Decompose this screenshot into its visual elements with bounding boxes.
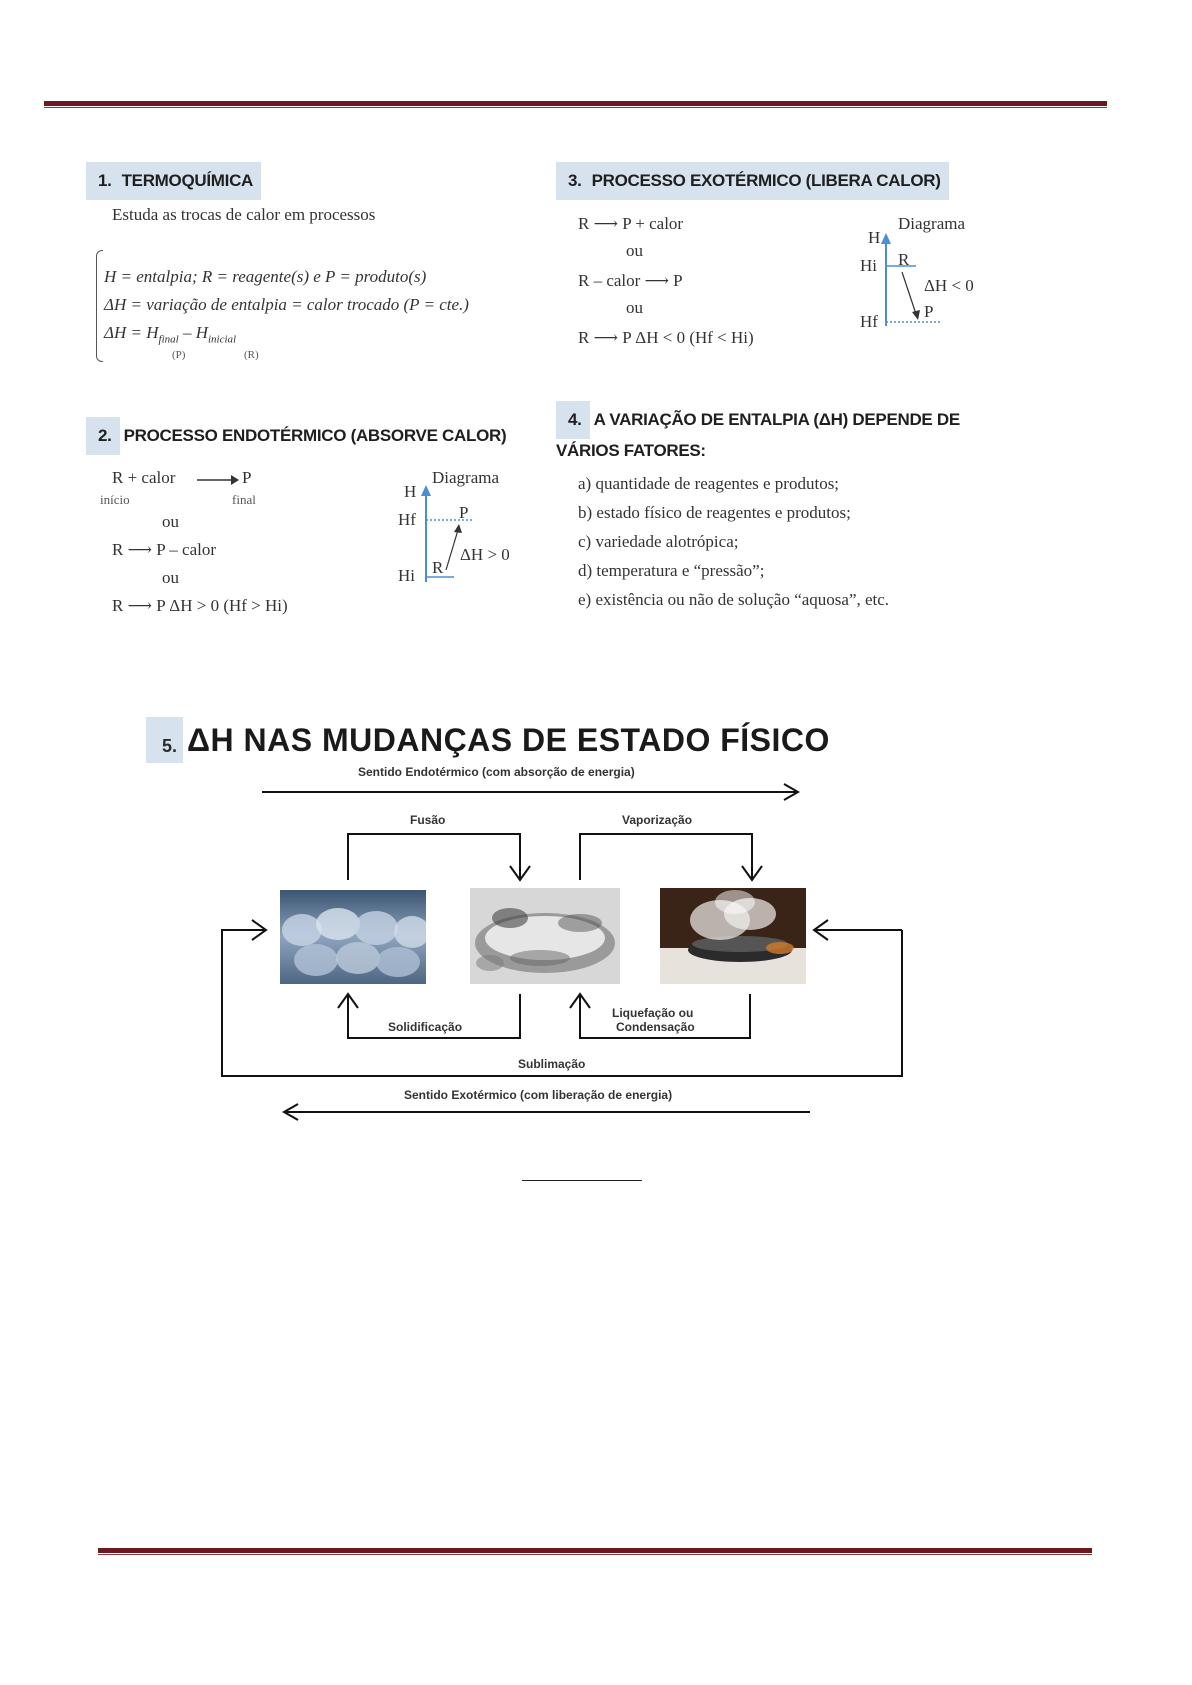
section3-number: 3.	[568, 171, 582, 190]
section2-diagram-dh: ΔH > 0	[460, 545, 510, 564]
section2-under-inicio: início	[100, 492, 130, 507]
section4-item-c: c) variedade alotrópica;	[578, 532, 739, 551]
section4-title-line2: VÁRIOS FATORES:	[556, 441, 706, 460]
section1-under-p: (P)	[172, 349, 186, 361]
section3-diagram-title: Diagrama	[898, 214, 966, 233]
section1-under-r: (R)	[244, 349, 259, 361]
section1-line3-inicial: inicial	[207, 333, 237, 346]
section4-number: 4.	[568, 410, 582, 429]
separator-line	[522, 1180, 642, 1181]
section2-eq2: R ⟶ P – calor	[112, 540, 217, 559]
section4-item-d: d) temperatura e “pressão”;	[578, 561, 765, 580]
section2-eq1-right: P	[242, 468, 252, 487]
section5-title: ΔH NAS MUDANÇAS DE ESTADO FÍSICO	[187, 721, 830, 758]
section1-line3-prefix: ΔH = H	[104, 323, 159, 342]
section5-liquefacao-label2: Condensação	[616, 1020, 695, 1034]
ice-image	[280, 890, 426, 984]
section2-diagram-hi: Hi	[398, 566, 415, 585]
section1-subtitle: Estuda as trocas de calor em processos	[112, 205, 376, 224]
section5-sublimacao-label: Sublimação	[518, 1057, 586, 1071]
section1-line1: H = entalpia; R = reagente(s) e P = produto(s)	[104, 267, 427, 286]
section2-ou2: ou	[162, 568, 179, 587]
section1-line2: ΔH = variação de entalpia = calor trocado (P = cte.)	[104, 295, 469, 314]
section5-vaporizacao-label: Vaporização	[622, 813, 693, 827]
section3-diagram-hf: Hf	[860, 312, 878, 331]
section5-bottom-arrow-label: Sentido Exotérmico (com liberação de energia)	[404, 1088, 673, 1102]
section1-line3-minus: – H	[178, 323, 208, 342]
section3-diagram-r: R	[898, 250, 910, 269]
steam-image	[660, 888, 806, 984]
section3-ou2: ou	[626, 298, 643, 317]
section3-eq2: R – calor ⟶ P	[578, 271, 683, 290]
section5-number: 5.	[162, 736, 178, 756]
section1-line3-final: final	[158, 333, 179, 346]
section3-title: PROCESSO EXOTÉRMICO (LIBERA CALOR)	[591, 171, 941, 190]
section3-diagram-axis: H	[868, 228, 881, 247]
section5-top-arrow-label: Sentido Endotérmico (com absorção de energia)	[358, 765, 635, 779]
section5-solidificacao-label: Solidificação	[388, 1020, 463, 1034]
section2-title: PROCESSO ENDOTÉRMICO (ABSORVE CALOR)	[123, 426, 507, 445]
section4-item-b: b) estado físico de reagentes e produtos;	[578, 503, 851, 522]
bottom-rule	[98, 1548, 1092, 1553]
section5-liquefacao-label1: Liquefação ou	[612, 1006, 694, 1020]
section4-item-e: e) existência ou não de solução “aquosa”, etc.	[578, 590, 890, 609]
ice-cubes-picture	[280, 890, 426, 984]
section2-under-final: final	[232, 492, 256, 507]
section3-diagram-p: P	[924, 302, 934, 321]
section2-ou1: ou	[162, 512, 179, 531]
section3-diagram-dh: ΔH < 0	[924, 276, 974, 295]
boiling-pot-picture	[660, 888, 806, 984]
section2-diagram-hf: Hf	[398, 510, 416, 529]
section2-number: 2.	[98, 426, 112, 445]
section2-diagram-title: Diagrama	[432, 468, 500, 487]
section4-title-line1: A VARIAÇÃO DE ENTALPIA (ΔH) DEPENDE DE	[593, 410, 960, 429]
section2-eq1-left: R + calor	[112, 468, 176, 487]
section2-diagram-axis: H	[404, 482, 417, 501]
water-splash-picture	[470, 888, 620, 984]
section2-eq3: R ⟶ P ΔH > 0 (Hf > Hi)	[112, 596, 288, 615]
section3-ou1: ou	[626, 241, 643, 260]
section2-diagram-p: P	[459, 503, 469, 522]
section4-item-a: a) quantidade de reagentes e produtos;	[578, 474, 840, 493]
section3-eq1: R ⟶ P + calor	[578, 214, 684, 233]
water-image	[470, 888, 620, 984]
section5-fusao-label: Fusão	[410, 813, 446, 827]
section1-title: TERMOQUÍMICA	[121, 171, 254, 190]
section1-number: 1.	[98, 171, 112, 190]
section3-eq3: R ⟶ P ΔH < 0 (Hf < Hi)	[578, 328, 754, 347]
section2-diagram-r: R	[432, 558, 444, 577]
section3-diagram-hi: Hi	[860, 256, 877, 275]
